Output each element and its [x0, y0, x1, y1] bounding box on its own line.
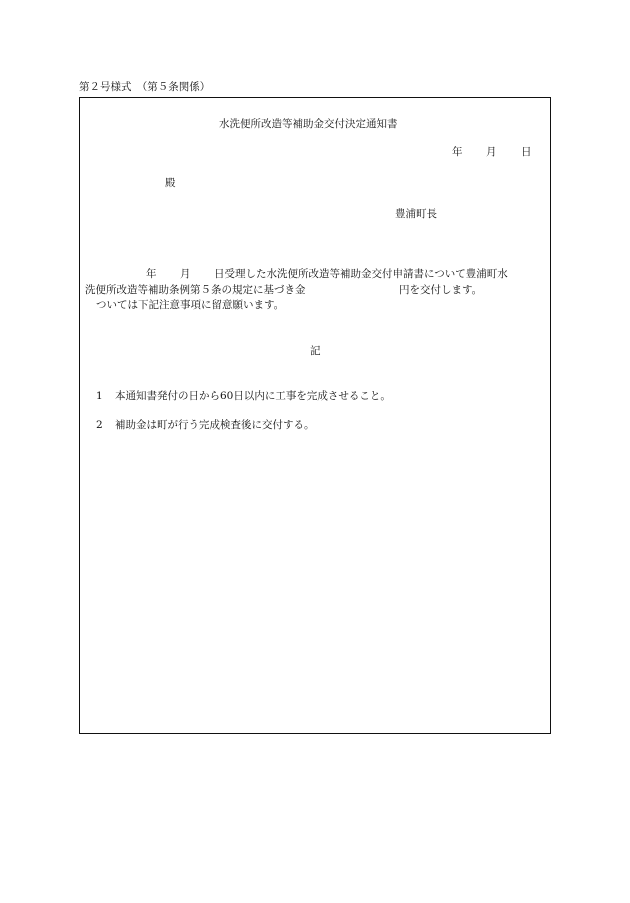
form-number: 第２号様式 （第５条関係） [79, 81, 211, 93]
notice-frame [79, 97, 551, 734]
note-1-number: 1 [96, 390, 103, 402]
date-year-label: 年 [452, 146, 463, 158]
body-line-2-right: 円を交付します。 [399, 284, 483, 296]
body-year-label: 年 [146, 268, 157, 280]
body-line-2-left: 洗便所改造等補助条例第５条の規定に基づき金 [85, 284, 306, 296]
ki-heading: 記 [310, 345, 321, 357]
note-2-text: 補助金は町が行う完成検査後に交付する。 [115, 419, 315, 431]
document-title: 水洗便所改造等補助金交付決定通知書 [219, 118, 398, 130]
body-line-3: ついては下記注意事項に留意願います。 [96, 299, 285, 311]
date-month-label: 月 [486, 146, 497, 158]
body-line-1: 日受理した水洗便所改造等補助金交付申請書について豊浦町水 [214, 268, 508, 280]
issuer-name: 豊浦町長 [395, 208, 437, 220]
note-1-text: 本通知書発付の日から60日以内に工事を完成させること。 [115, 390, 391, 402]
note-2-number: 2 [96, 419, 103, 431]
addressee-suffix: 殿 [165, 177, 176, 189]
body-month-label: 月 [180, 268, 191, 280]
date-day-label: 日 [521, 146, 532, 158]
